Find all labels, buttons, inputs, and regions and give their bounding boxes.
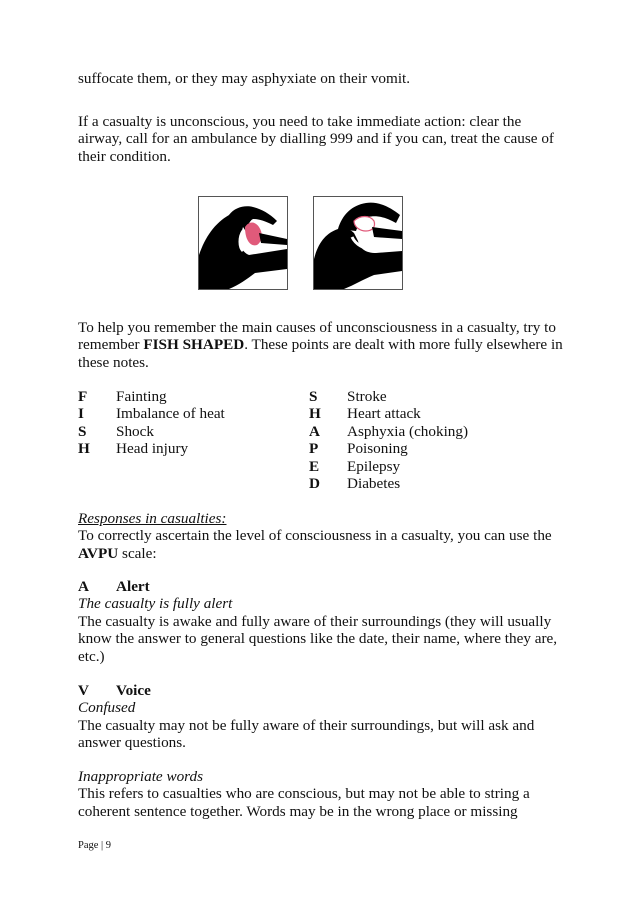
fish-item [78,405,225,422]
voice-section [78,682,568,752]
shaped-item-letter: S [309,388,318,405]
shaped-item-text: Diabetes [347,475,401,493]
shaped-item-text: Epilepsy [347,457,401,475]
fish-item-text: Shock [116,422,154,440]
alert-section [78,578,568,665]
voice-body: The casualty may not be fully aware of their surroundings, but will ask and answer questions. [78,716,535,752]
head-airway-blocked-drawing [199,197,287,289]
fish-item-letter: F [78,388,88,405]
fish-item-letter: S [78,422,87,440]
inappropriate-subheading: Inappropriate words [78,768,204,785]
fish-list-left [78,388,225,458]
fish-item [78,440,225,457]
shaped-item-letter: P [309,440,319,458]
inappropriate-words-section [78,768,568,820]
responses-text: To correctly ascertain the level of consciousness in a casualty, you can use the [78,527,552,545]
fish-shaped-intro [78,319,568,371]
page-number: Page | 9 [78,840,112,851]
alert-subheading: The casualty is fully alert [78,595,233,613]
shaped-list-right [309,388,468,492]
responses-heading: Responses in casualties: [78,510,227,527]
fish-item-text: Fainting [116,388,167,405]
intro-line: suffocate them, or they may asphyxiate on their vomit. [78,70,411,87]
voice-letter: V [78,682,89,699]
shaped-item-letter: E [309,457,320,475]
responses-section [78,510,568,562]
voice-heading [78,682,568,699]
fish-item-text: Head injury [116,440,189,458]
shaped-item [309,405,468,422]
responses-text-end: scale: [118,544,157,562]
shaped-item-text: Stroke [347,388,387,405]
alert-body: The casualty is awake and fully aware of their surroundings (they will usually know the answer to general questions like the date, their name, where they are, etc.) [78,612,558,665]
shaped-item [309,475,468,492]
shaped-item [309,458,468,475]
fish-intro-text-end: . These points are dealt with more fully elsewhere in these notes. [78,336,563,371]
fish-item-letter: H [78,440,90,458]
alert-heading-text: Alert [116,578,150,595]
airway-open-illustration [313,196,403,290]
shaped-item-text: Heart attack [347,405,421,423]
shaped-item [309,440,468,457]
shaped-item-letter: D [309,475,320,493]
fish-shaped-acronym: FISH SHAPED [143,336,245,354]
alert-heading [78,578,568,595]
avpu-term: AVPU [78,544,119,562]
shaped-item [309,388,468,405]
voice-subheading: Confused [78,699,136,717]
airway-blocked-illustration [198,196,288,290]
shaped-item-letter: A [309,422,320,440]
shaped-item-text: Poisoning [347,440,408,458]
fish-item-letter: I [78,405,84,423]
fish-item [78,388,225,405]
head-airway-open-drawing [314,197,402,289]
shaped-item-text: Asphyxia (choking) [347,422,469,440]
alert-letter: A [78,578,89,595]
inappropriate-body: This refers to casualties who are conscious, but may not be able to string a coherent sentence together. Words may be in the wrong place or missing [78,785,530,820]
fish-intro-text: To help you remember the main causes of unconsciousness in a casualty, try to remember [78,319,556,354]
shaped-item-letter: H [309,405,321,423]
fish-item [78,423,225,440]
shaped-item [309,423,468,440]
voice-heading-text: Voice [116,682,151,699]
fish-item-text: Imbalance of heat [116,405,225,423]
intro-paragraph: If a casualty is unconscious, you need to take immediate action: clear the airway, call for an ambulance by dialling 999 and if you can, treat the cause of their condition. [78,113,554,165]
